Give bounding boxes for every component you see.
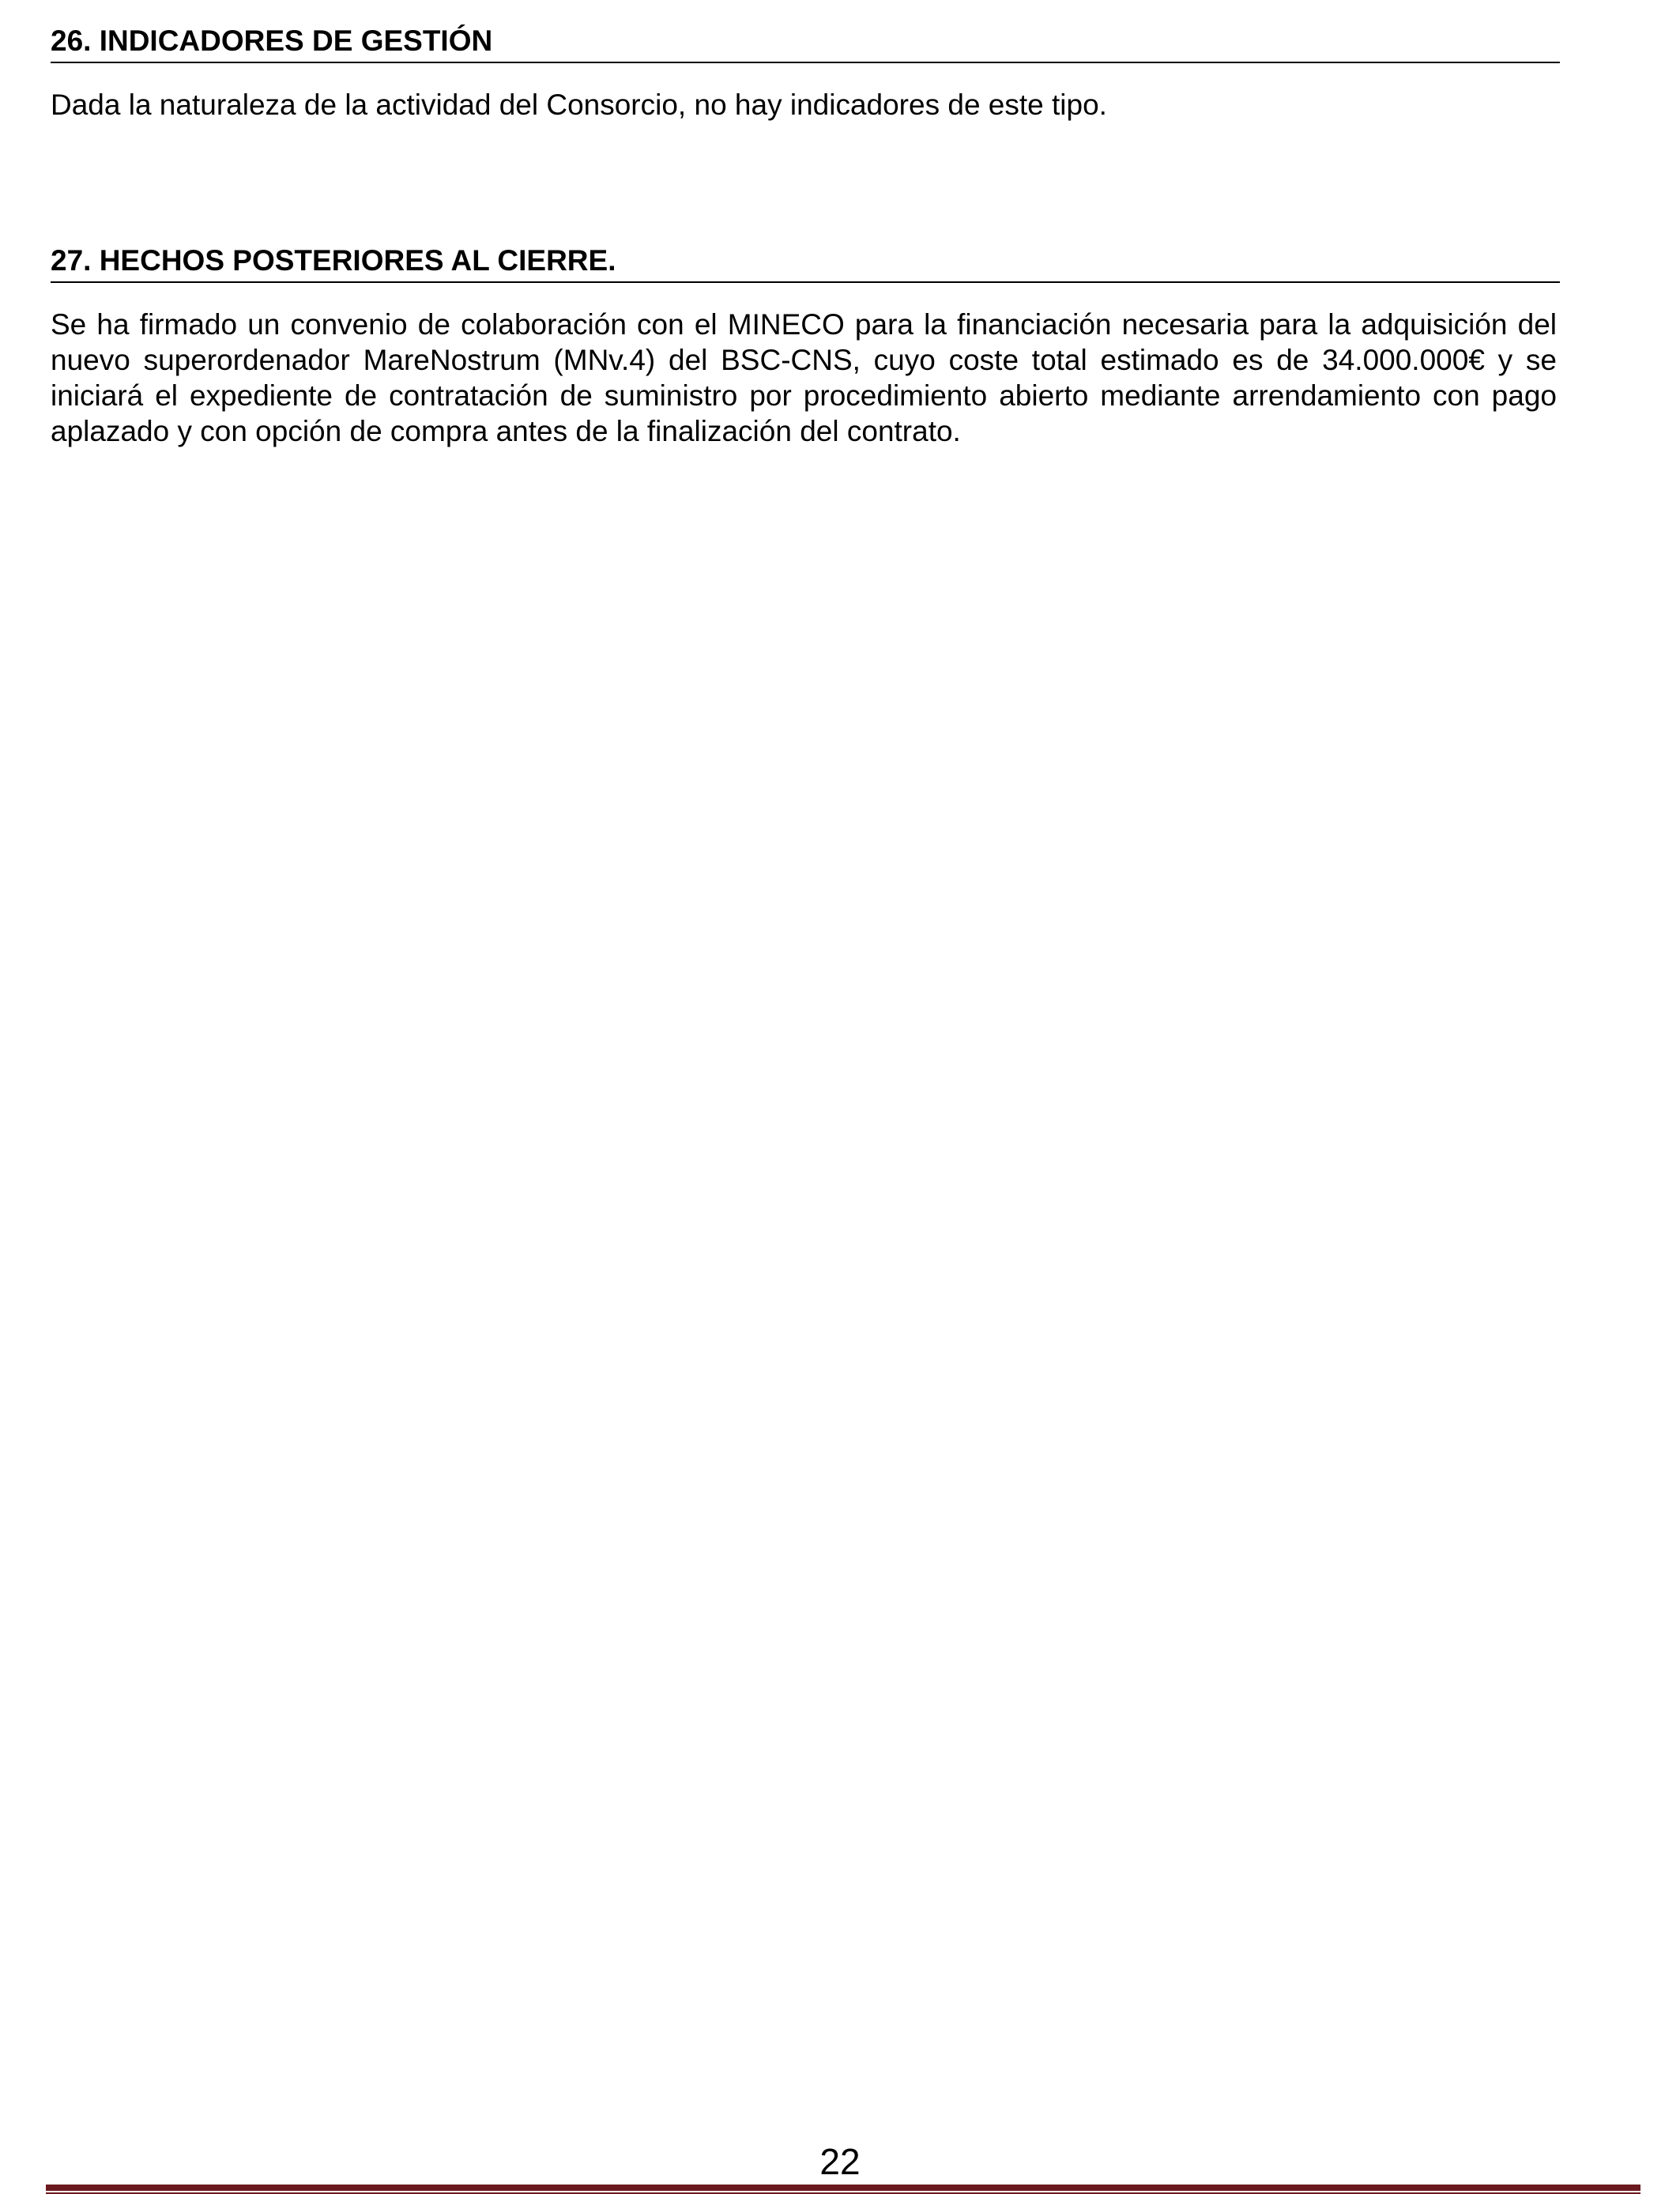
- page-number: 22: [819, 2141, 861, 2182]
- section-paragraph: Se ha firmado un convenio de colaboración con el MINECO para la financiación necesaria para la adquisición del nuevo superordenador MareNostrum (MNv.4) del BSC-CNS, cuyo coste total estimado es de 34.000.000€ y se iniciará el expediente de contratación de suministro por procedimiento abierto mediante arrendamiento con pago aplazado y con opción de compra antes de la finalización del contrato.: [51, 308, 1557, 447]
- section-heading: 26. INDICADORES DE GESTIÓN: [51, 24, 1560, 63]
- footer-rule: [46, 2185, 1640, 2191]
- section-paragraph: Dada la naturaleza de la actividad del Consorcio, no hay indicadores de este tipo.: [51, 89, 1107, 121]
- section-27: [51, 243, 1560, 449]
- section-26: [51, 24, 1560, 123]
- section-heading: 27. HECHOS POSTERIORES AL CIERRE.: [51, 243, 1560, 283]
